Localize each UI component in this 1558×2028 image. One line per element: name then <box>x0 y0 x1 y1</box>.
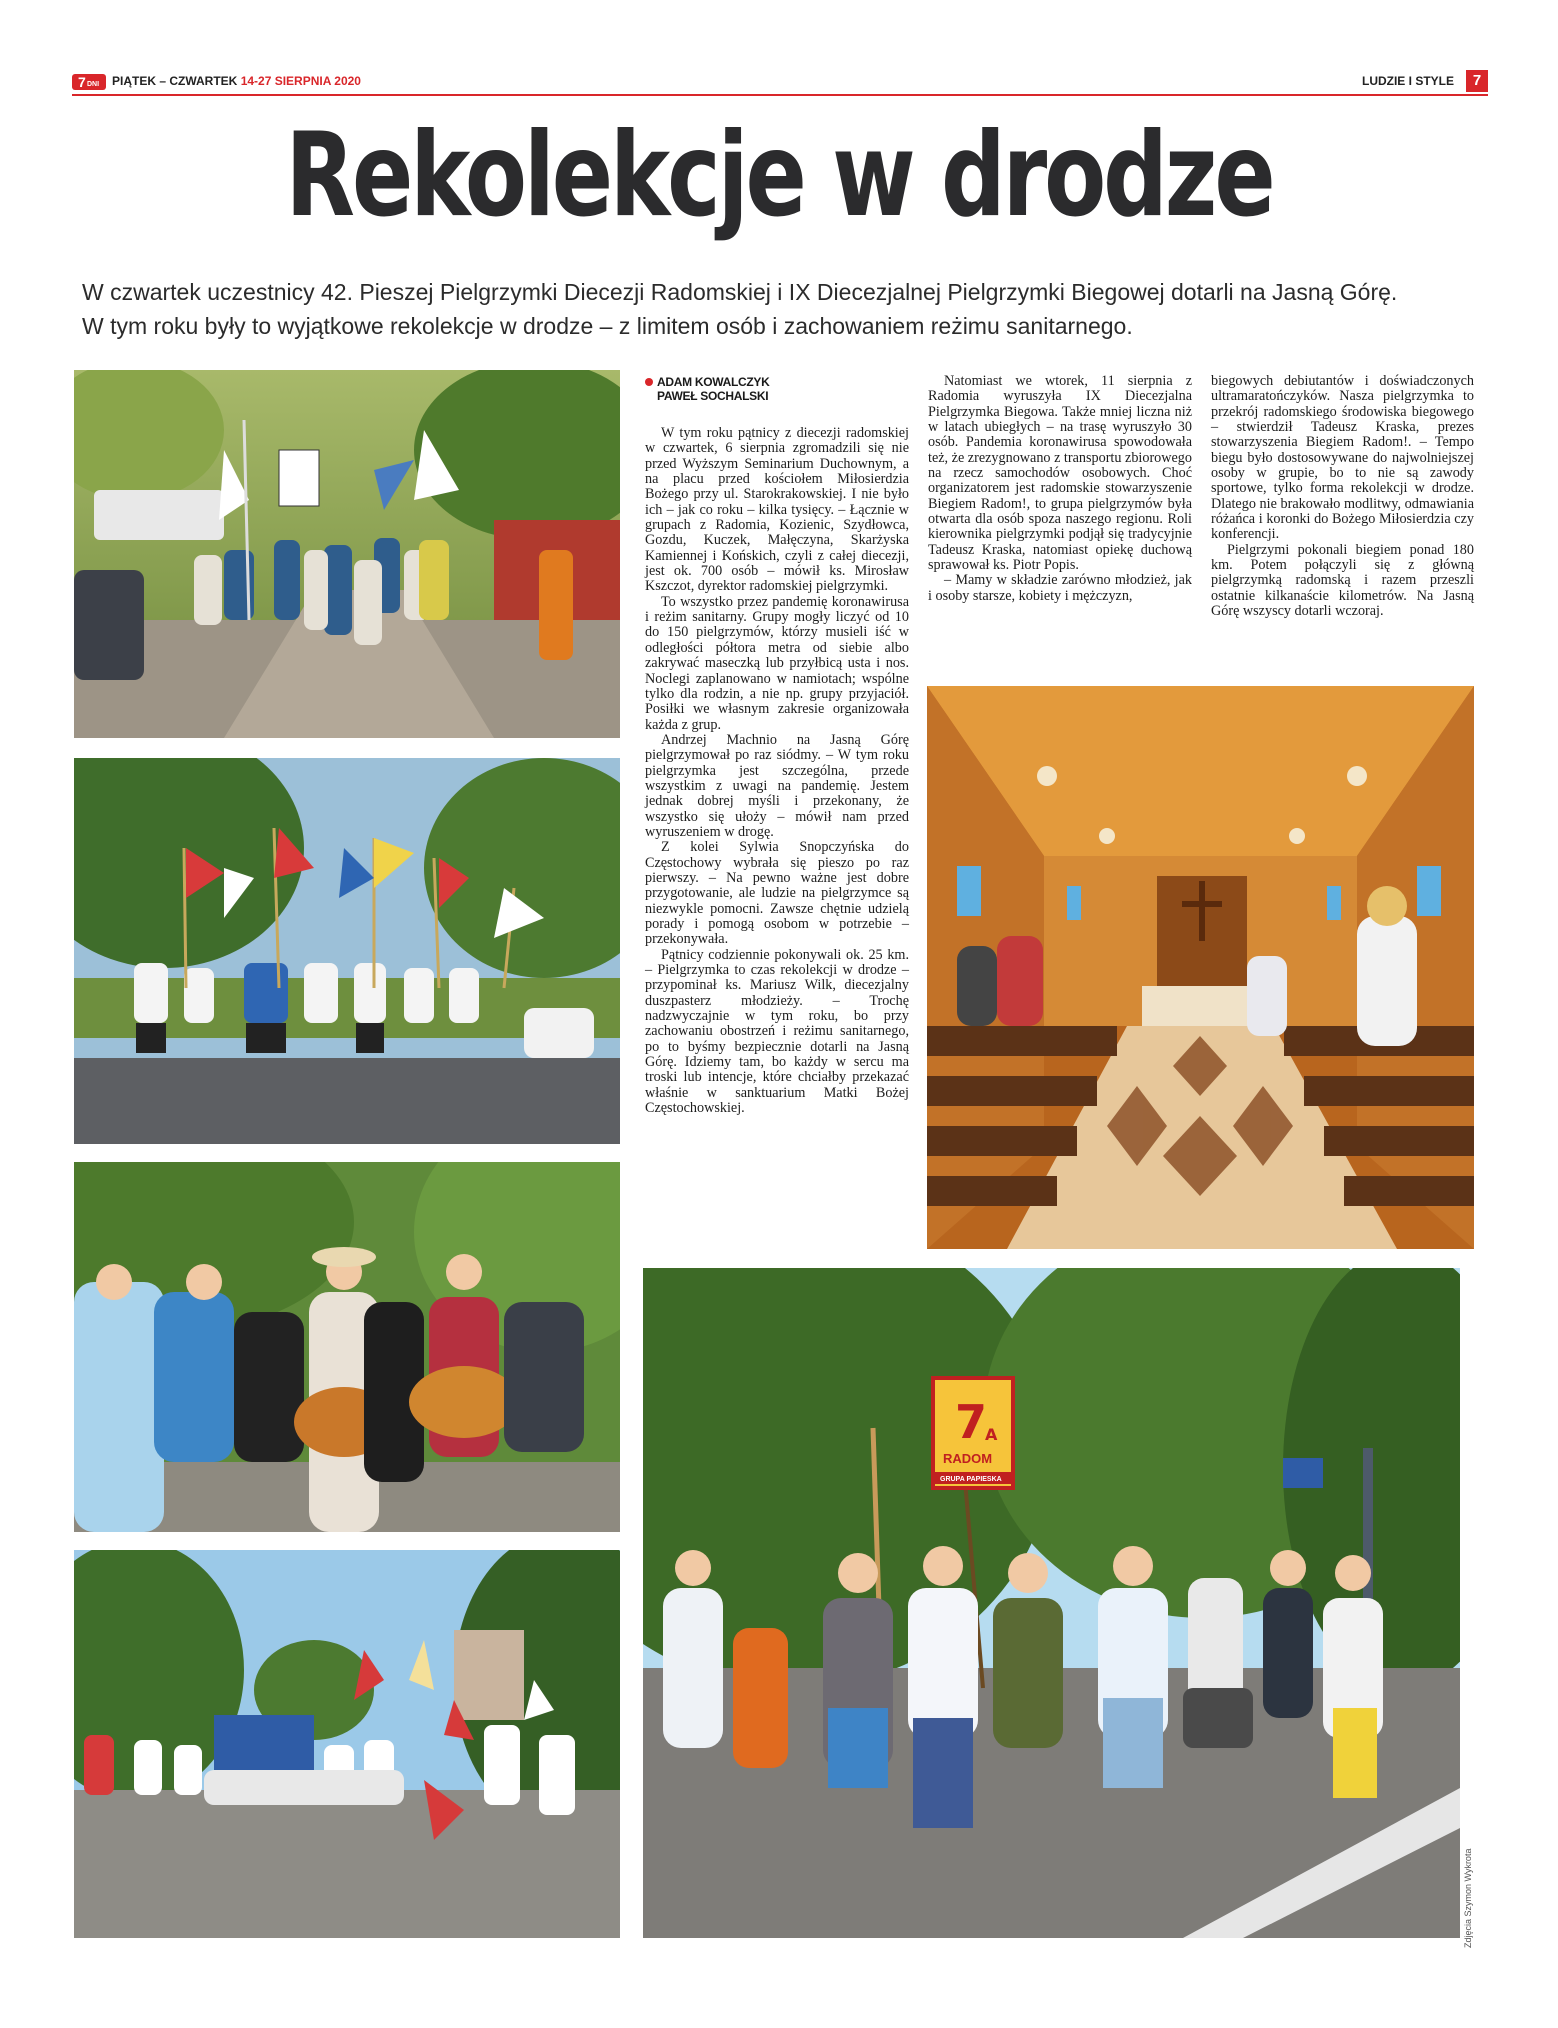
photo-church-interior <box>927 686 1474 1249</box>
photo-runners-with-flags <box>74 758 620 1144</box>
photo-pilgrims-7a-radom <box>643 1268 1460 1938</box>
article-paragraph: Z kolei Sylwia Snopczyńska do Częstochowy wybrała się pieszo po raz pierwszy. – Na pewno ważne jest dobre przygotowanie, ale ludzie na pielgrzymce są niezwykle pomocni. Zawsze chętnie udzielą porady i pomogą osobom w potrzebie – przekonywała. <box>645 839 909 948</box>
lead-paragraph <box>82 275 1482 343</box>
issue-date <box>112 74 361 88</box>
sign-city: RADOM <box>943 1451 993 1466</box>
page-number: 7 <box>1466 70 1488 92</box>
byline-author-1: ADAM KOWALCZYK <box>657 375 770 389</box>
7dni-logo-icon <box>72 74 106 90</box>
article-paragraph: W tym roku pątnicy z diecezji radomskiej w czwartek, 6 sierpnia zgromadzili się nie przed Wyższym Seminarium Duchownym, a na placu przed kościołem Miłosierdzia Bożego przy ul. Starokrakowskiej. I nie było ich – jak co roku – kilka tysięcy. – Łącznie w grupach z Radomia, Kozienic, Szydłowca, Gozdu, Kuczek, Małęczyna, Skarżyska Kamiennej i Końskich, czyli z całej diecezji, jest ok. 700 osób – mówił ks. Mirosław Kszczot, dyrektor radomskiej pielgrzymki. <box>645 425 909 595</box>
article-paragraph: Natomiast we wtorek, 11 sierpnia z Radomia wyruszyła IX Diecezjalna Pielgrzymka Biegowa. Także mniej liczna niż w latach ubiegłych – na trasę wyruszyło 30 osób. Pandemia koronawirusa spowodowała też, że zrezygnowano z transportu zbiorowego na rzecz samochodów osobowych. Choć organizatorem jest radomskie stowarzyszenie Biegiem Radom!, to grupa pielgrzymów była otwarta dla osób spoza naszego regionu. Roli kierownika pielgrzymki podjął się tradycyjnie Tadeusz Kraska, natomiast opiekę duchową sprawował ks. Piotr Popis. <box>928 373 1192 574</box>
article-paragraph: To wszystko przez pandemię koronawirusa i reżim sanitarny. Grupy mogły liczyć od 10 do 150 pielgrzymów, którzy musieli iść w odległości półtora metra od siebie albo zakrywać maseczką lub przyłbicą usta i nos. Noclegi zaplanowano w namiotach; wspólne tylko dla rodzin, a nie np. grupy przyjaciół. Posiłki we własnym zakresie organizowała każda z grup. <box>645 593 909 733</box>
article-column-3 <box>1211 374 1474 620</box>
issue-date-range: 14-27 SIERPNIA 2020 <box>240 74 361 88</box>
byline-author-2: PAWEŁ SOCHALSKI <box>657 389 769 403</box>
lead-line-2: W tym roku były to wyjątkowe rekolekcje w drodze – z limitem osób i zachowaniem reżimu sanitarnego. <box>82 313 1133 339</box>
sign-group: GRUPA PAPIESKA <box>940 1476 1002 1483</box>
svg-text:DNI: DNI <box>87 81 100 88</box>
byline-bullet-icon <box>645 378 653 386</box>
article-paragraph: Andrzej Machnio na Jasną Górę pielgrzymował po raz siódmy. – W tym roku pielgrzymka jest szczególna, przede wszystkim z uwagi na pandemię. Jestem jednak dobrej myśli i przekonany, że wszystko się ułoży – mówił nam przed wyruszeniem w drogę. <box>645 731 909 840</box>
photo-credit: Zdjęcia Szymon Wykrota <box>1463 1848 1473 1948</box>
article-column-2 <box>928 374 1192 604</box>
article-column-1 <box>645 426 909 1116</box>
lead-line-1: W czwartek uczestnicy 42. Pieszej Pielgrzymki Diecezji Radomskiej i IX Diecezjalnej Pielgrzymki Biegowej dotarli na Jasną Górę. <box>82 279 1398 305</box>
header-divider <box>72 94 1488 96</box>
article-paragraph: Pielgrzymi pokonali biegiem ponad 180 km. Potem połączyli się z główną pielgrzymką radomską i razem przeszli ostatnie kilkanaście kilometrów. Na Jasną Górę wszyscy dotarli wczoraj. <box>1211 541 1474 620</box>
photo-runners-group-banner <box>74 1550 620 1938</box>
issue-date-prefix: PIĄTEK – CZWARTEK <box>112 74 238 88</box>
article-paragraph: – Mamy w składzie zarówno młodzież, jak i osoby starsze, kobiety i mężczyzn, <box>928 572 1192 604</box>
sign-number: 7 <box>955 1395 988 1449</box>
section-name: LUDZIE I STYLE <box>1361 74 1454 88</box>
svg-text:7: 7 <box>78 74 86 90</box>
article-paragraph: Pątnicy codziennie pokonywali ok. 25 km. – Pielgrzymka to czas rekolekcji w drodze – przypominał ks. Mariusz Wilk, diecezjalny duszpasterz młodzieży. – Trochę nadzwyczajnie w tym roku, bo przy zachowaniu obostrzeń i reżimu sanitarnego, po to byśmy bezpiecznie dotarli na Jasną Górę. Idziemy tam, bo każdy w sercu ma troski lub intencje, które chciałby przekazać właśnie w sanktuarium Matki Bożej Częstochowskiej. <box>645 946 909 1117</box>
byline <box>645 375 815 403</box>
photo-pilgrims-walking <box>74 370 620 738</box>
photo-pilgrims-with-guitars <box>74 1162 620 1532</box>
sign-letter: A <box>985 1425 998 1444</box>
article-paragraph: biegowych debiutantów i doświadczonych ultramaratończyków. Nasza pielgrzymka to przekrój radomskiego środowiska biegowego – stwierdził Tadeusz Kraska, prezes stowarzyszenia Biegiem Radom!. – Tempo biegu było dostosowywane do najwolniejszej osoby w grupie, bo to nie są zawody sportowe, tylko forma rekolekcji w drodze. Dlatego nie brakowało modlitwy, odmawiania różańca i koronki do Bożego Miłosierdzia czy konferencji. <box>1211 373 1474 543</box>
headline: Rekolekcje w drodze <box>285 108 1273 243</box>
page-header <box>72 70 1488 94</box>
